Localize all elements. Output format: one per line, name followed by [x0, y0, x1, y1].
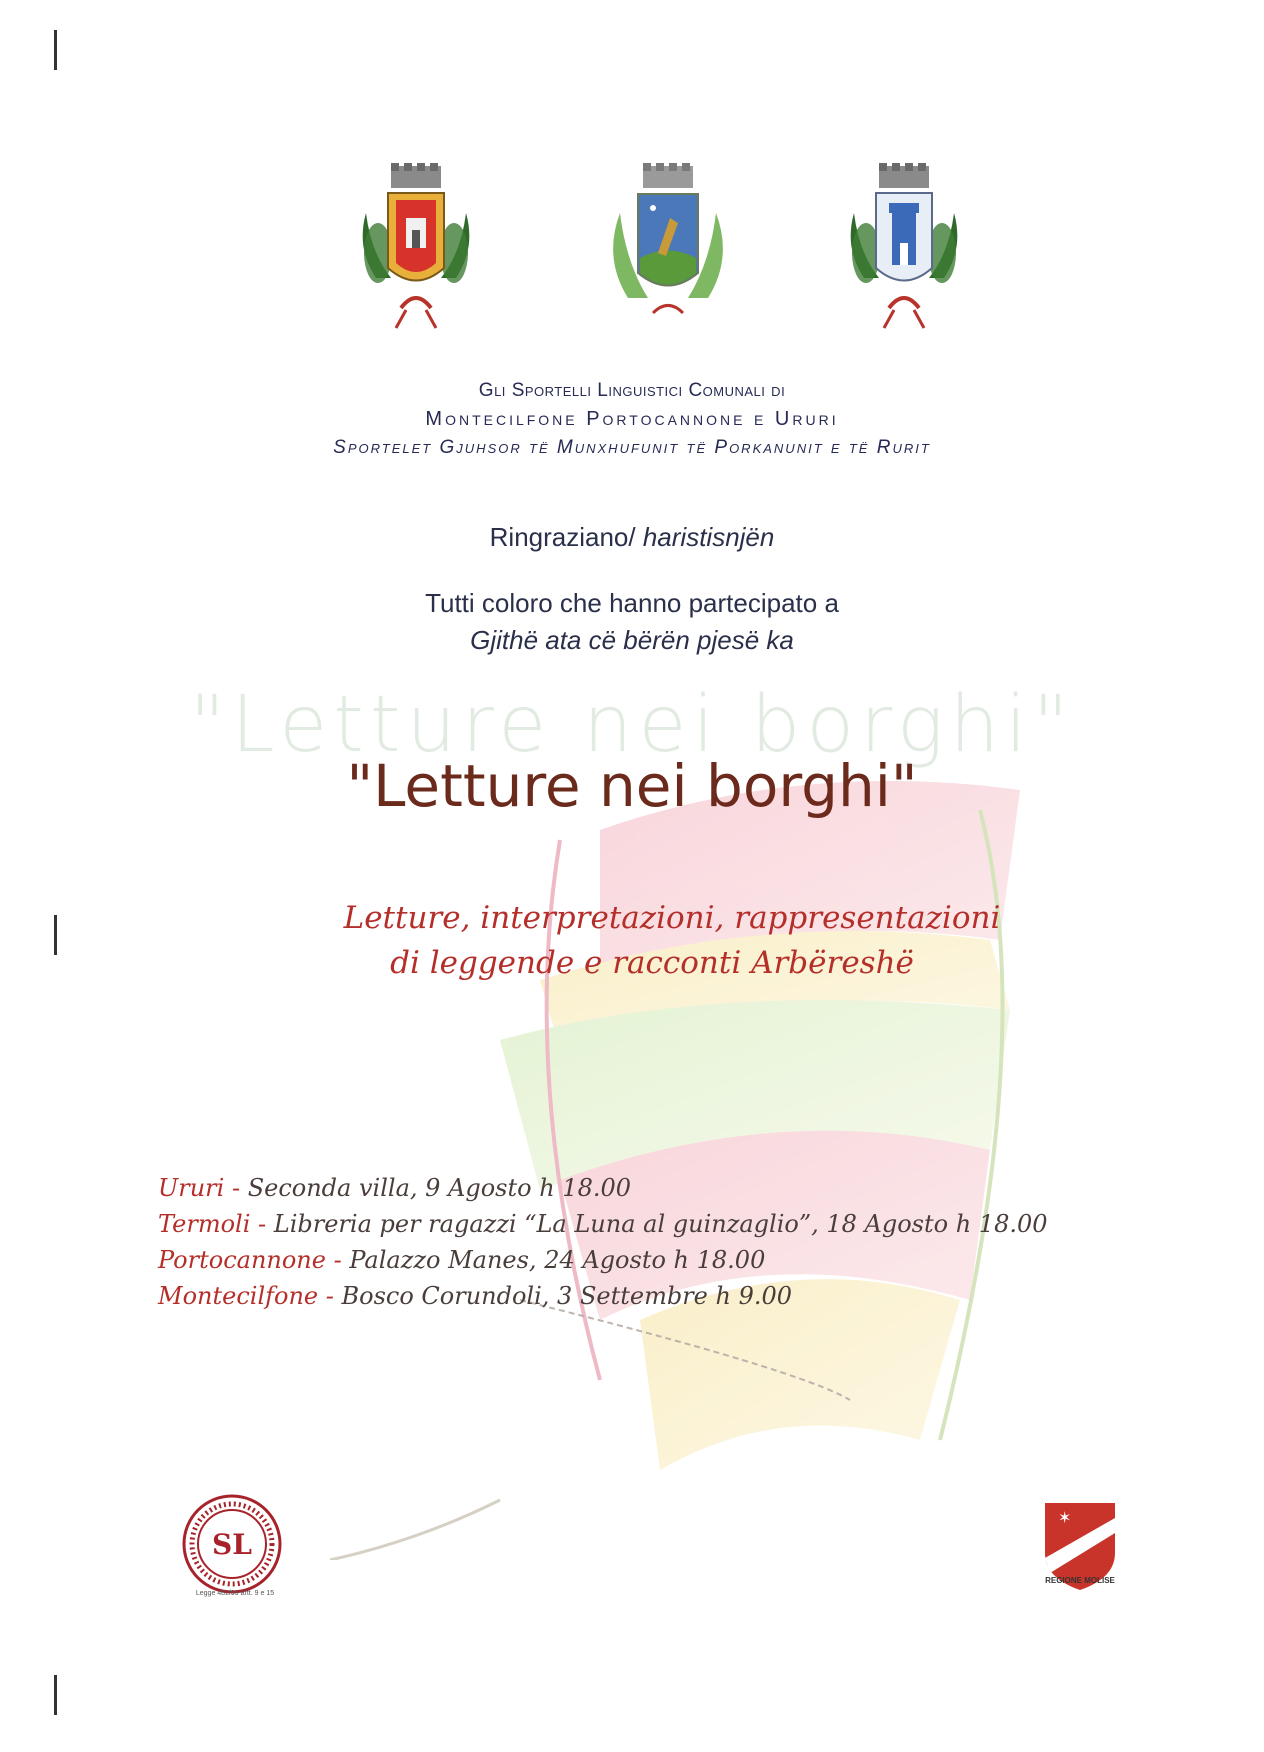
page-title: "Letture nei borghi" — [346, 752, 918, 820]
header-line-albanian: Sportelet Gjuhsor të Munxhufunit të Porkanunit e të Rurit — [333, 437, 931, 458]
event-item-portocannone — [158, 1242, 1048, 1278]
event-item-termoli — [158, 1206, 1048, 1242]
montecilfone-crest-icon — [346, 158, 486, 338]
svg-text:✶: ✶ — [1058, 1508, 1072, 1527]
event-separator: - — [224, 1174, 248, 1202]
binding-mark-top — [54, 30, 57, 70]
event-place: Ururi — [158, 1174, 225, 1202]
sl-letters: SL — [212, 1528, 252, 1561]
ghost-title: "Letture nei borghi" — [189, 680, 1075, 770]
subtitle-line-2: di leggende e racconti Arbëreshë — [390, 945, 914, 981]
event-item-ururi — [158, 1170, 1048, 1206]
header-line-municipalities: Montecilfone Portocannone e Ururi — [425, 408, 839, 430]
event-separator: - — [325, 1246, 350, 1274]
thanks-separator: / — [628, 522, 643, 552]
event-separator: - — [250, 1210, 274, 1238]
event-place: Montecilfone — [158, 1282, 319, 1310]
thanks-line — [0, 522, 1264, 553]
event-separator: - — [318, 1282, 342, 1310]
portocannone-crest-icon — [598, 158, 738, 338]
event-place: Portocannone — [158, 1246, 326, 1274]
molise-caption: REGIONE MOLISE — [1045, 1576, 1115, 1585]
subtitle-line-1: Letture, interpretazioni, rappresentazioni — [343, 900, 1001, 936]
participants-italian: Tutti coloro che hanno partecipato a — [425, 588, 839, 618]
event-detail: Palazzo Manes, 24 Agosto h 18.00 — [349, 1246, 766, 1274]
event-detail: Libreria per ragazzi “La Luna al guinzaglio”, 18 Agosto h 18.00 — [273, 1210, 1048, 1238]
events-list — [158, 1170, 1048, 1314]
header-line-italian: Gli Sportelli Linguistici Comunali di — [478, 380, 786, 401]
event-detail: Seconda villa, 9 Agosto h 18.00 — [247, 1174, 632, 1202]
binding-mark-bottom — [54, 1675, 57, 1715]
sl-legal-caption: Legge 482/99 artt. 9 e 15 — [195, 1590, 275, 1597]
event-place: Termoli — [158, 1210, 251, 1238]
thanks-italian: Ringraziano — [489, 522, 629, 552]
event-item-montecilfone — [158, 1278, 1048, 1314]
participants-albanian: Gjithë ata cë bërën pjesë ka — [470, 625, 794, 655]
thanks-albanian: haristisnjën — [642, 522, 775, 552]
event-detail: Bosco Corundoli, 3 Settembre h 9.00 — [341, 1282, 793, 1310]
ururi-crest-icon — [834, 158, 974, 338]
